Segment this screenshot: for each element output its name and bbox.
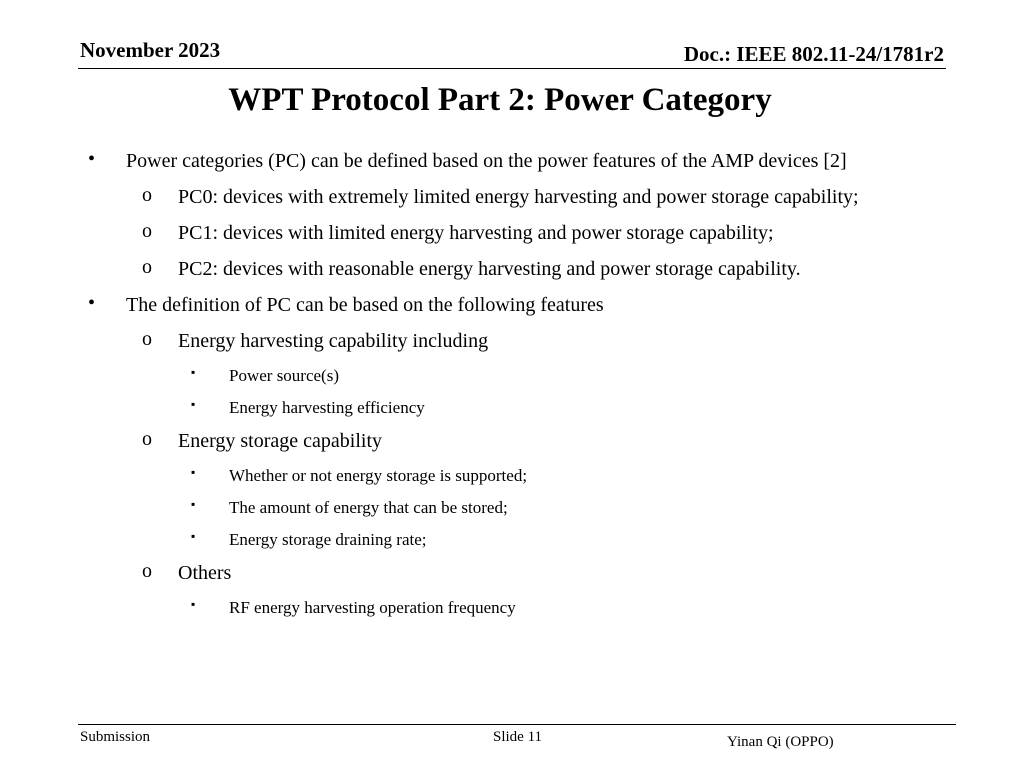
bullet-marker: ▪: [191, 397, 196, 411]
list-item: [0, 496, 1024, 519]
list-item: [0, 528, 1024, 551]
bullet-marker: •: [88, 148, 96, 170]
list-item: [0, 396, 1024, 419]
list-item-text: Others: [178, 562, 232, 584]
footer-author: Yinan Qi (OPPO): [727, 734, 834, 750]
list-item: [0, 364, 1024, 387]
list-item-text: The definition of PC can be based on the following features: [126, 294, 604, 316]
list-item-text: PC0: devices with extremely limited energy harvesting and power storage capability;: [178, 186, 859, 208]
list-item: [0, 464, 1024, 487]
list-item: [0, 596, 1024, 619]
list-item: [0, 560, 1024, 587]
bullet-marker: ▪: [191, 529, 196, 543]
list-item: [0, 220, 1024, 247]
list-item: [0, 328, 1024, 355]
list-item-text: Energy harvesting efficiency: [229, 398, 425, 417]
bullet-marker: o: [142, 560, 152, 582]
list-item: [0, 184, 1024, 211]
list-item-text: Power categories (PC) can be defined based on the power features of the AMP devices [2]: [126, 150, 847, 172]
list-item: [0, 148, 1024, 175]
list-item-text: Whether or not energy storage is supported;: [229, 466, 528, 485]
footer-slide-number: Slide 11: [493, 729, 543, 745]
list-item: [0, 292, 1024, 319]
footer-divider: [78, 724, 956, 725]
list-item: [0, 428, 1024, 455]
footer-submission: Submission: [80, 729, 151, 745]
bullet-marker: ▪: [191, 497, 196, 511]
header-divider: [78, 68, 946, 69]
list-item-text: Power source(s): [229, 366, 339, 385]
bullet-marker: ▪: [191, 365, 196, 379]
bullet-marker: o: [142, 328, 152, 350]
list-item-text: RF energy harvesting operation frequency: [229, 598, 516, 617]
list-item-text: Energy harvesting capability including: [178, 330, 489, 352]
bullet-marker: o: [142, 256, 152, 278]
bullet-marker: ▪: [191, 597, 196, 611]
bullet-list: [0, 148, 1024, 619]
bullet-marker: o: [142, 428, 152, 450]
bullet-marker: ▪: [191, 465, 196, 479]
slide-title: WPT Protocol Part 2: Power Category: [228, 82, 772, 118]
list-item-text: The amount of energy that can be stored;: [229, 498, 508, 517]
bullet-marker: •: [88, 292, 96, 314]
bullet-marker: o: [142, 184, 152, 206]
list-item: [0, 256, 1024, 283]
list-item-text: PC1: devices with limited energy harvesting and power storage capability;: [178, 222, 774, 244]
list-item-text: PC2: devices with reasonable energy harvesting and power storage capability.: [178, 258, 801, 280]
list-item-text: Energy storage draining rate;: [229, 530, 427, 549]
bullet-marker: o: [142, 220, 152, 242]
header-date: November 2023: [80, 38, 221, 62]
header-doc-id: Doc.: IEEE 802.11-24/1781r2: [683, 42, 944, 66]
list-item-text: Energy storage capability: [178, 430, 383, 452]
